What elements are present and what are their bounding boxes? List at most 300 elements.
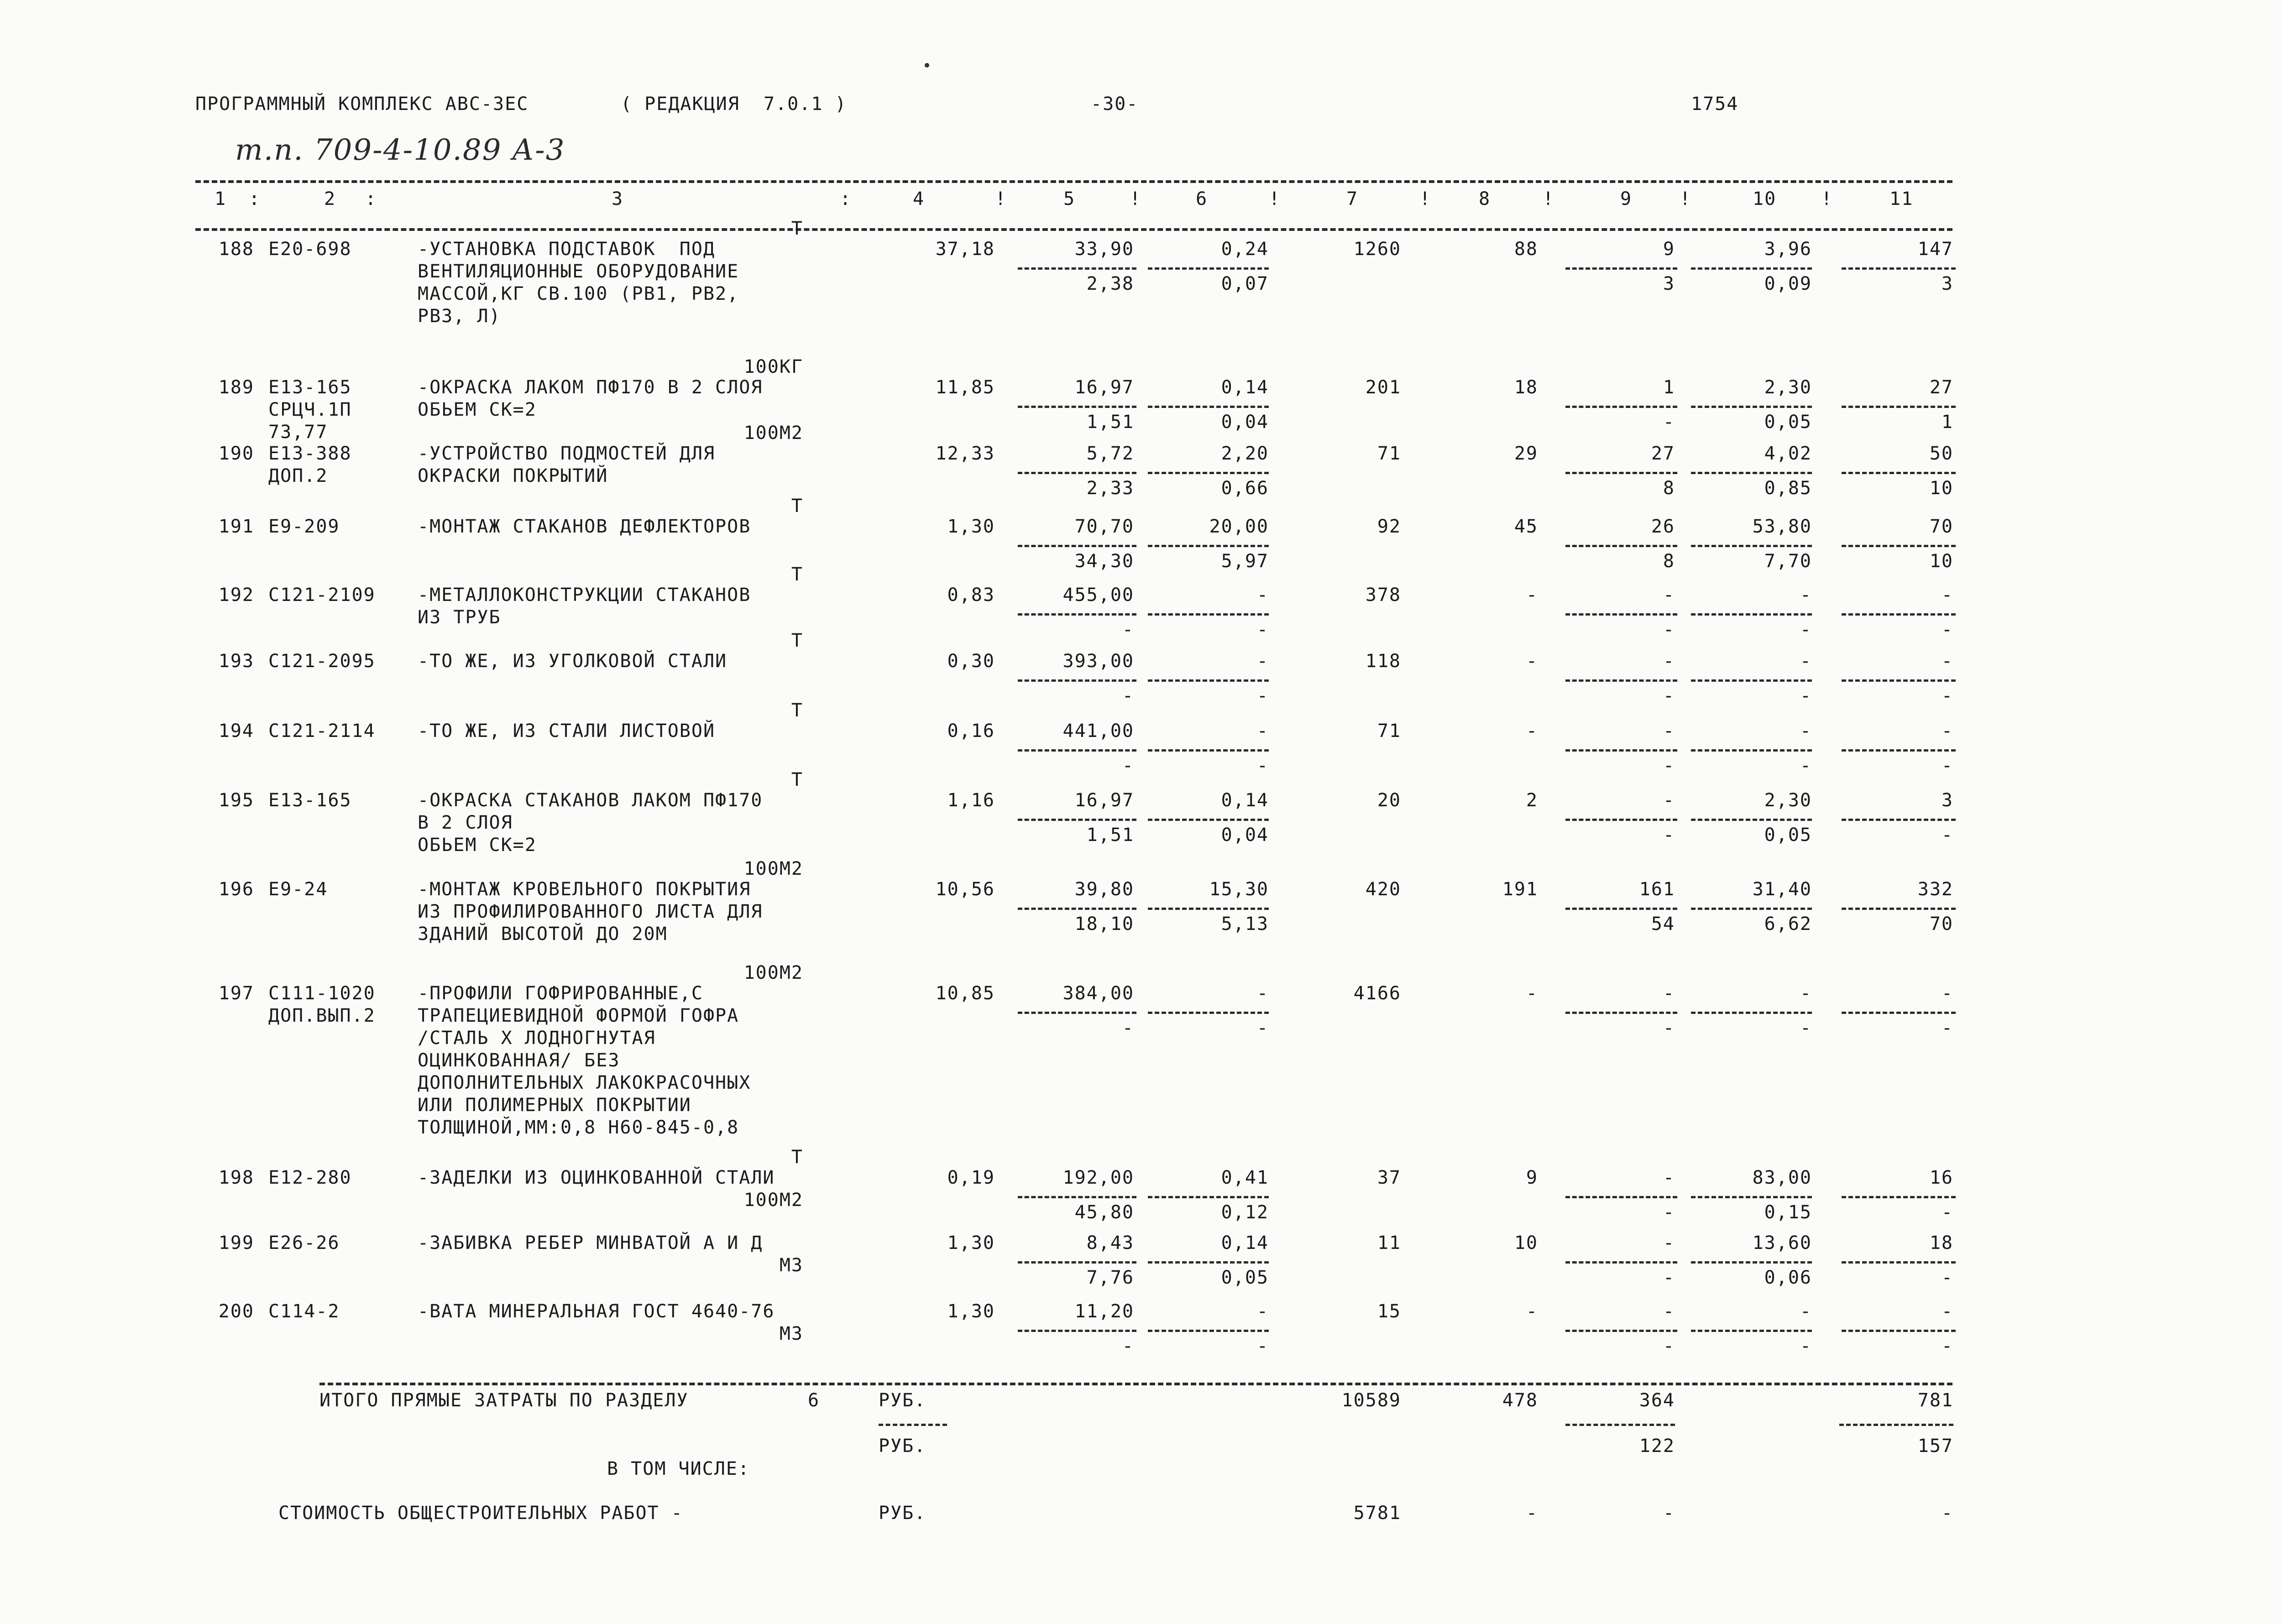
row-code: С111-1020 [268,983,376,1004]
row-number: 195 [218,790,254,811]
totals-c9: 364 [1639,1390,1675,1411]
cell-c8: 191 [1502,879,1538,900]
cell-c7: 92 [1377,516,1401,537]
row-number: 192 [218,585,254,606]
value-rule [1018,749,1136,752]
value-rule [1565,1330,1677,1332]
cell-c9b: - [1663,619,1675,640]
cell-c5b: - [1122,685,1134,706]
cell-c7: 1260 [1353,239,1401,260]
value-rule [1018,1261,1136,1264]
page-mark: -30- [1091,94,1139,115]
value-rule [1691,819,1812,821]
value-rule [1842,908,1956,910]
cell-c4: 1,16 [947,790,995,811]
value-rule [1565,679,1677,682]
cell-c7: 118 [1365,651,1401,672]
value-rule [1148,819,1269,821]
cell-c10b: - [1800,1336,1812,1357]
cell-c10: 53,80 [1752,516,1812,537]
column-header-8: 5 [1063,188,1076,209]
general-works-c8: - [1526,1503,1538,1524]
value-rule [1018,819,1136,821]
row-number: 191 [218,516,254,537]
value-rule [1018,1012,1136,1014]
row-description: ОЦИНКОВАННАЯ/ БЕЗ [418,1050,620,1071]
cell-c9: 1 [1663,377,1675,398]
cell-c11b: - [1941,1202,1953,1223]
row-description: ТРАПЕЦИЕВИДНОЙ ФОРМОЙ ГОФРА [418,1005,739,1026]
cell-c11: 70 [1929,516,1953,537]
row-description: ЗДАНИЙ ВЫСОТОЙ ДО 20М [418,924,668,945]
cell-c11: - [1941,651,1953,672]
cell-c9: - [1663,585,1675,606]
unit-label: 100М2 [743,1190,803,1211]
value-rule [1842,472,1956,474]
cell-c5: 384,00 [1062,983,1134,1004]
row-description: -ЗАБИВКА РЕБЕР МИНВАТОЙ А И Д [418,1232,763,1253]
value-rule [1691,1261,1812,1264]
cell-c11b: - [1941,1336,1953,1357]
value-rule [1842,1330,1956,1332]
value-rule [1148,749,1269,752]
cell-c10: - [1800,983,1812,1004]
cell-c9b: 54 [1651,914,1675,935]
cell-c11b: - [1941,619,1953,640]
cell-c6: - [1256,721,1269,742]
row-description: ДОПОЛНИТЕЛЬНЫХ ЛАКОКРАСОЧНЫХ [418,1072,751,1093]
row-code: ДОП.2 [268,465,328,486]
cell-c10: 3,96 [1764,239,1812,260]
unit-label: Т [791,1147,803,1168]
row-number: 193 [218,651,254,672]
value-rule [1018,1196,1136,1198]
cell-c9: - [1663,1167,1675,1188]
value-rule [1565,908,1677,910]
cell-c11: 27 [1929,377,1953,398]
cell-c8: - [1526,721,1538,742]
cell-c11b: 3 [1941,273,1953,294]
row-number: 199 [218,1232,254,1253]
cell-c11b: 10 [1929,478,1953,499]
column-header-11: ! [1269,188,1281,209]
cell-c6b: 0,07 [1221,273,1269,294]
totals-c11-rule [1839,1424,1953,1426]
cell-c6b: 0,12 [1221,1202,1269,1223]
column-header-13: ! [1419,188,1432,209]
cell-c4: 10,85 [935,983,995,1004]
value-rule [1842,406,1956,408]
totals-c9-b: 122 [1639,1436,1675,1457]
totals-label: ИТОГО ПРЯМЫЕ ЗАТРАТЫ ПО РАЗДЕЛУ [319,1390,689,1411]
value-rule [1018,908,1136,910]
cell-c7: 15 [1377,1301,1401,1322]
cell-c6: 15,30 [1209,879,1269,900]
cell-c11b: 70 [1929,914,1953,935]
value-rule [1842,267,1956,270]
cell-c6: - [1256,1301,1269,1322]
cell-c8: 45 [1514,516,1538,537]
cell-c4: 0,30 [947,651,995,672]
column-header-19: ! [1821,188,1833,209]
cell-c7: 420 [1365,879,1401,900]
cell-c5b: 2,38 [1086,273,1134,294]
column-header-4: 3 [612,188,624,209]
cell-c4: 0,83 [947,585,995,606]
value-rule [1565,819,1677,821]
cell-c8: 9 [1526,1167,1538,1188]
cell-c6: - [1256,983,1269,1004]
cell-c11b: - [1941,685,1953,706]
row-code: С114-2 [268,1301,340,1322]
value-rule [1148,679,1269,682]
value-rule [1565,472,1677,474]
value-rule [1018,472,1136,474]
cell-c6b: 0,04 [1221,825,1269,846]
cell-c11b: - [1941,1018,1953,1039]
cell-c9b: - [1663,1202,1675,1223]
cell-c9b: 8 [1663,551,1675,572]
column-header-17: ! [1680,188,1692,209]
cell-c5b: 1,51 [1086,412,1134,433]
including-label: В ТОМ ЧИСЛЕ: [607,1458,750,1479]
row-number: 198 [218,1167,254,1188]
value-rule [1691,749,1812,752]
cell-c10: 83,00 [1752,1167,1812,1188]
value-rule [1018,679,1136,682]
value-rule [1691,472,1812,474]
cell-c11b: 1 [1941,412,1953,433]
cell-c10b: 7,70 [1764,551,1812,572]
cell-c10b: - [1800,755,1812,776]
unit-label: 100КГ [743,356,803,377]
cell-c4: 12,33 [935,443,995,464]
column-header-1: : [249,188,261,209]
totals-section: 6 [808,1390,820,1411]
cell-c7: 4166 [1353,983,1401,1004]
cell-c5b: - [1122,619,1134,640]
value-rule [1148,472,1269,474]
cell-c9: - [1663,1232,1675,1253]
cell-c10b: - [1800,1018,1812,1039]
cell-c10b: 0,05 [1764,825,1812,846]
unit-label: Т [791,700,803,721]
cell-c6b: - [1256,1336,1269,1357]
sheet-number: 1754 [1691,94,1739,115]
column-header-6: 4 [913,188,925,209]
cell-c5b: 2,33 [1086,478,1134,499]
table-top-rule [195,180,1952,183]
cell-c5: 192,00 [1062,1167,1134,1188]
value-rule [1691,545,1812,547]
cell-c10: 2,30 [1764,377,1812,398]
cell-c10: 2,30 [1764,790,1812,811]
cell-c10b: 0,85 [1764,478,1812,499]
cell-c6b: - [1256,755,1269,776]
row-code: Е13-165 [268,790,352,811]
row-code: Е13-165 [268,377,352,398]
row-code: С121-2114 [268,721,376,742]
cell-c5: 16,97 [1074,790,1134,811]
row-description: -УСТАНОВКА ПОДСТАВОК ПОД [418,239,716,260]
row-description: ВЕНТИЛЯЦИОННЫЕ ОБОРУДОВАНИЕ [418,261,739,282]
cell-c5: 455,00 [1062,585,1134,606]
row-number: 190 [218,443,254,464]
value-rule [1691,1330,1812,1332]
value-rule [1565,613,1677,616]
cell-c11: - [1941,585,1953,606]
row-description: -ТО ЖЕ, ИЗ УГОЛКОВОЙ СТАЛИ [418,651,728,672]
value-rule [1842,1261,1956,1264]
column-header-3: : [365,188,377,209]
cell-c11b: - [1941,755,1953,776]
value-rule [1842,545,1956,547]
value-rule [1691,1196,1812,1198]
cell-c11: - [1941,721,1953,742]
cell-c5: 33,90 [1074,239,1134,260]
value-rule [1148,406,1269,408]
cell-c11b: 10 [1929,551,1953,572]
row-code: Е9-209 [268,516,340,537]
cell-c9b: 8 [1663,478,1675,499]
row-description: ОБЬЕМ СК=2 [418,835,537,856]
cell-c5b: - [1122,1018,1134,1039]
cell-c5b: 18,10 [1074,914,1134,935]
cell-c8: - [1526,585,1538,606]
cell-c5: 16,97 [1074,377,1134,398]
column-header-5: : [840,188,852,209]
value-rule [1565,545,1677,547]
cell-c6b: - [1256,1018,1269,1039]
value-rule [1018,1330,1136,1332]
cell-c11: 147 [1917,239,1953,260]
value-rule [1691,267,1812,270]
cell-c7: 71 [1377,721,1401,742]
row-description: -ВАТА МИНЕРАЛЬНАЯ ГОСТ 4640-76 [418,1301,775,1322]
cell-c7: 11 [1377,1232,1401,1253]
cell-c10b: 0,06 [1764,1267,1812,1288]
row-code: Е13-388 [268,443,352,464]
cell-c5b: 45,80 [1074,1202,1134,1223]
totals-top-rule [319,1383,1952,1385]
column-header-10: 6 [1196,188,1208,209]
value-rule [1842,679,1956,682]
cell-c6: 0,14 [1221,377,1269,398]
totals-currency-rule [879,1424,947,1426]
cell-c8: 29 [1514,443,1538,464]
cell-c9b: - [1663,1267,1675,1288]
row-number: 200 [218,1301,254,1322]
row-description: -ТО ЖЕ, ИЗ СТАЛИ ЛИСТОВОЙ [418,721,716,742]
cell-c10b: 0,15 [1764,1202,1812,1223]
column-header-18: 10 [1753,188,1777,209]
value-rule [1691,406,1812,408]
unit-label: 100М2 [743,858,803,879]
cell-c4: 0,16 [947,721,995,742]
cell-c4: 1,30 [947,1232,995,1253]
cell-c9: - [1663,651,1675,672]
unit-label: Т [791,218,803,239]
general-works-c7: 5781 [1353,1503,1401,1524]
unit-label: 100М2 [743,423,803,444]
cell-c9b: - [1663,825,1675,846]
value-rule [1691,613,1812,616]
cell-c9: - [1663,983,1675,1004]
column-header-14: 8 [1479,188,1491,209]
value-rule [1842,1012,1956,1014]
row-number: 188 [218,239,254,260]
unit-label: Т [791,564,803,585]
value-rule [1018,267,1136,270]
row-description: ОКРАСКИ ПОКРЫТИЙ [418,465,608,486]
row-description: В 2 СЛОЯ [418,812,513,833]
cell-c10: - [1800,1301,1812,1322]
cell-c6b: 0,05 [1221,1267,1269,1288]
value-rule [1565,749,1677,752]
totals-c8: 478 [1502,1390,1538,1411]
cell-c4: 10,56 [935,879,995,900]
cell-c5b: 1,51 [1086,825,1134,846]
cell-c8: 18 [1514,377,1538,398]
row-code: СРЦЧ.1П [268,399,352,420]
row-description: ТОЛЩИНОЙ,ММ:0,8 Н60-845-0,8 [418,1117,739,1138]
column-header-20: 11 [1889,188,1914,209]
value-rule [1148,908,1269,910]
totals-currency-2: РУБ. [879,1436,926,1457]
totals-c11-b: 157 [1917,1436,1953,1457]
value-rule [1565,1012,1677,1014]
cell-c8: 2 [1526,790,1538,811]
cell-c10: - [1800,651,1812,672]
totals-currency: РУБ. [879,1390,926,1411]
cell-c5: 70,70 [1074,516,1134,537]
column-header-0: 1 [215,188,227,209]
row-description: -ПРОФИЛИ ГОФРИРОВАННЫЕ,С [418,983,703,1004]
cell-c10: 13,60 [1752,1232,1812,1253]
cell-c9: 161 [1639,879,1675,900]
cell-c10b: 6,62 [1764,914,1812,935]
cell-c6: - [1256,651,1269,672]
cell-c6: 20,00 [1209,516,1269,537]
unit-label: Т [791,496,803,517]
general-works-c9: - [1663,1503,1675,1524]
row-code: ДОП.ВЫП.2 [268,1005,376,1026]
column-header-7: ! [995,188,1007,209]
cell-c9: 26 [1651,516,1675,537]
unit-label: Т [791,630,803,651]
cell-c11: 50 [1929,443,1953,464]
cell-c11: 16 [1929,1167,1953,1188]
handwritten-reference: т.п. 709-4-10.89 А-3 [235,133,565,167]
cell-c5: 441,00 [1062,721,1134,742]
row-description: МАССОЙ,КГ СВ.100 (РВ1, РВ2, [418,283,739,304]
cell-c11b: - [1941,1267,1953,1288]
column-header-15: ! [1543,188,1555,209]
cell-c7: 201 [1365,377,1401,398]
cell-c10b: 0,09 [1764,273,1812,294]
cell-c7: 378 [1365,585,1401,606]
row-description: РВ3, Л) [418,306,501,327]
value-rule [1565,1196,1677,1198]
cell-c7: 71 [1377,443,1401,464]
cell-c10: - [1800,585,1812,606]
row-code: Е20-698 [268,239,352,260]
row-code: С121-2095 [268,651,376,672]
value-rule [1018,406,1136,408]
cell-c8: - [1526,1301,1538,1322]
cell-c4: 1,30 [947,516,995,537]
row-description: -МОНТАЖ СТАКАНОВ ДЕФЛЕКТОРОВ [418,516,751,537]
row-description: ИЗ ПРОФИЛИРОВАННОГО ЛИСТА ДЛЯ [418,901,763,922]
cell-c9b: - [1663,755,1675,776]
cell-c9b: 3 [1663,273,1675,294]
cell-c5b: 7,76 [1086,1267,1134,1288]
totals-c11: 781 [1917,1390,1953,1411]
cell-c5b: - [1122,1336,1134,1357]
cell-c9: 9 [1663,239,1675,260]
cell-c10: - [1800,721,1812,742]
value-rule [1842,1196,1956,1198]
row-code: С121-2109 [268,585,376,606]
row-description: ИЗ ТРУБ [418,607,501,628]
row-description: -ЗАДЕЛКИ ИЗ ОЦИНКОВАННОЙ СТАЛИ [418,1167,775,1188]
value-rule [1691,679,1812,682]
cell-c10: 4,02 [1764,443,1812,464]
cell-c5b: - [1122,755,1134,776]
cell-c6b: - [1256,619,1269,640]
cell-c5b: 34,30 [1074,551,1134,572]
value-rule [1018,545,1136,547]
cell-c10b: - [1800,685,1812,706]
column-header-2: 2 [324,188,336,209]
value-rule [1565,406,1677,408]
cell-c4: 37,18 [935,239,995,260]
cell-c8: - [1526,983,1538,1004]
unit-label: М3 [779,1323,803,1344]
row-description: /СТАЛЬ Х ЛОДНОГНУТАЯ [418,1028,656,1049]
cell-c9: - [1663,790,1675,811]
column-header-12: 7 [1346,188,1359,209]
general-works-label: СТОИМОСТЬ ОБЩЕСТРОИТЕЛЬНЫХ РАБОТ - [278,1503,683,1524]
row-code: Е9-24 [268,879,328,900]
value-rule [1148,1330,1269,1332]
cell-c8: 88 [1514,239,1538,260]
row-description: ОБЬЕМ СК=2 [418,399,537,420]
cell-c8: 10 [1514,1232,1538,1253]
value-rule [1691,908,1812,910]
edition-label: ( РЕДАКЦИЯ 7.0.1 ) [621,94,847,115]
cell-c9b: - [1663,685,1675,706]
cell-c6: 0,24 [1221,239,1269,260]
value-rule [1148,545,1269,547]
cell-c6b: 0,04 [1221,412,1269,433]
row-number: 189 [218,377,254,398]
row-number: 196 [218,879,254,900]
cell-c10: 31,40 [1752,879,1812,900]
cell-c5: 5,72 [1086,443,1134,464]
row-description: -МЕТАЛЛОКОНСТРУКЦИИ СТАКАНОВ [418,585,751,606]
row-description: -ОКРАСКА ЛАКОМ ПФ170 В 2 СЛОЯ [418,377,763,398]
cell-c10b: 0,05 [1764,412,1812,433]
cell-c5: 8,43 [1086,1232,1134,1253]
row-code: Е26-26 [268,1232,340,1253]
cell-c4: 0,19 [947,1167,995,1188]
cell-c9: 27 [1651,443,1675,464]
row-code: Е12-280 [268,1167,352,1188]
value-rule [1148,1196,1269,1198]
value-rule [1842,613,1956,616]
cell-c11: 18 [1929,1232,1953,1253]
